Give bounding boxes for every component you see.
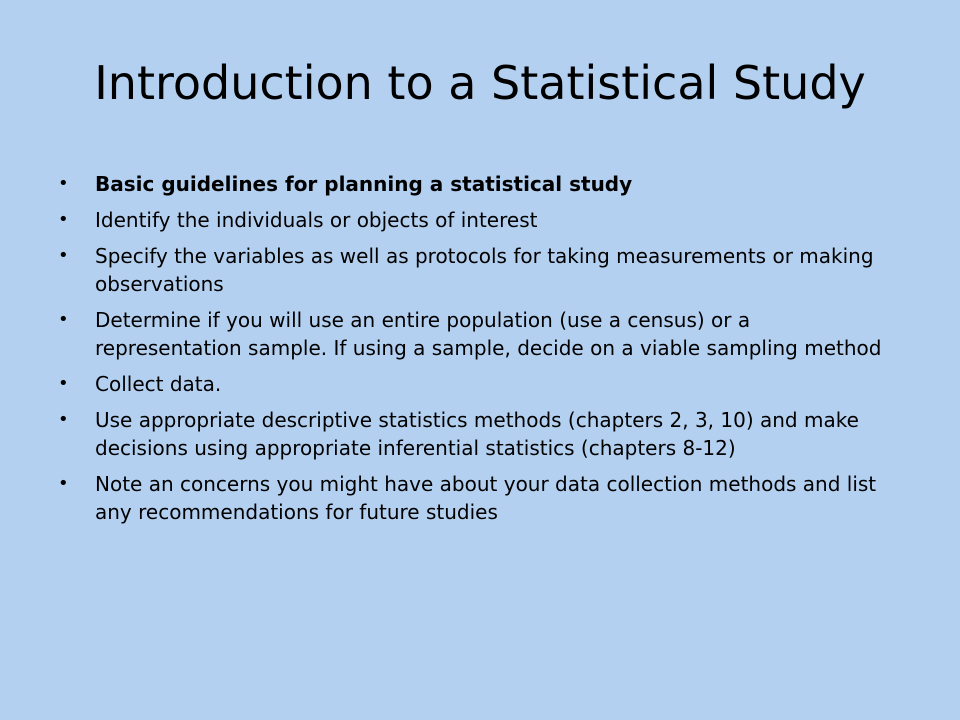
bullet-item [58,242,903,298]
bullet-item [58,370,903,398]
bullet-glyph: • [58,373,69,394]
bullet-text: Specify the variables as well as protocols for taking measurements or making observations [95,244,874,296]
bullet-glyph: • [58,473,69,494]
bullet-text: Note an concerns you might have about your data collection methods and list any recommendations for future studies [95,472,877,524]
bullet-text: Basic guidelines for planning a statistical study [95,172,633,196]
bullet-text: Use appropriate descriptive statistics methods (chapters 2, 3, 10) and make decisions using appropriate inferential statistics (chapters 8-12) [95,408,859,460]
bullet-text: Collect data. [95,372,222,396]
bullet-item [58,206,903,234]
bullet-item [58,406,903,462]
bullet-text: Identify the individuals or objects of interest [95,208,538,232]
bullet-item [58,306,903,362]
bullet-item [58,470,903,526]
bullet-glyph: • [58,209,69,230]
bullet-glyph: • [58,173,69,194]
bullet-text: Determine if you will use an entire population (use a census) or a representation sample. If using a sample, decide on a viable sampling method [95,308,882,360]
bullet-list [58,170,903,534]
slide-title: Introduction to a Statistical Study [94,56,866,110]
bullet-glyph: • [58,409,69,430]
bullet-glyph: • [58,245,69,266]
bullet-item [58,170,903,198]
bullet-glyph: • [58,309,69,330]
